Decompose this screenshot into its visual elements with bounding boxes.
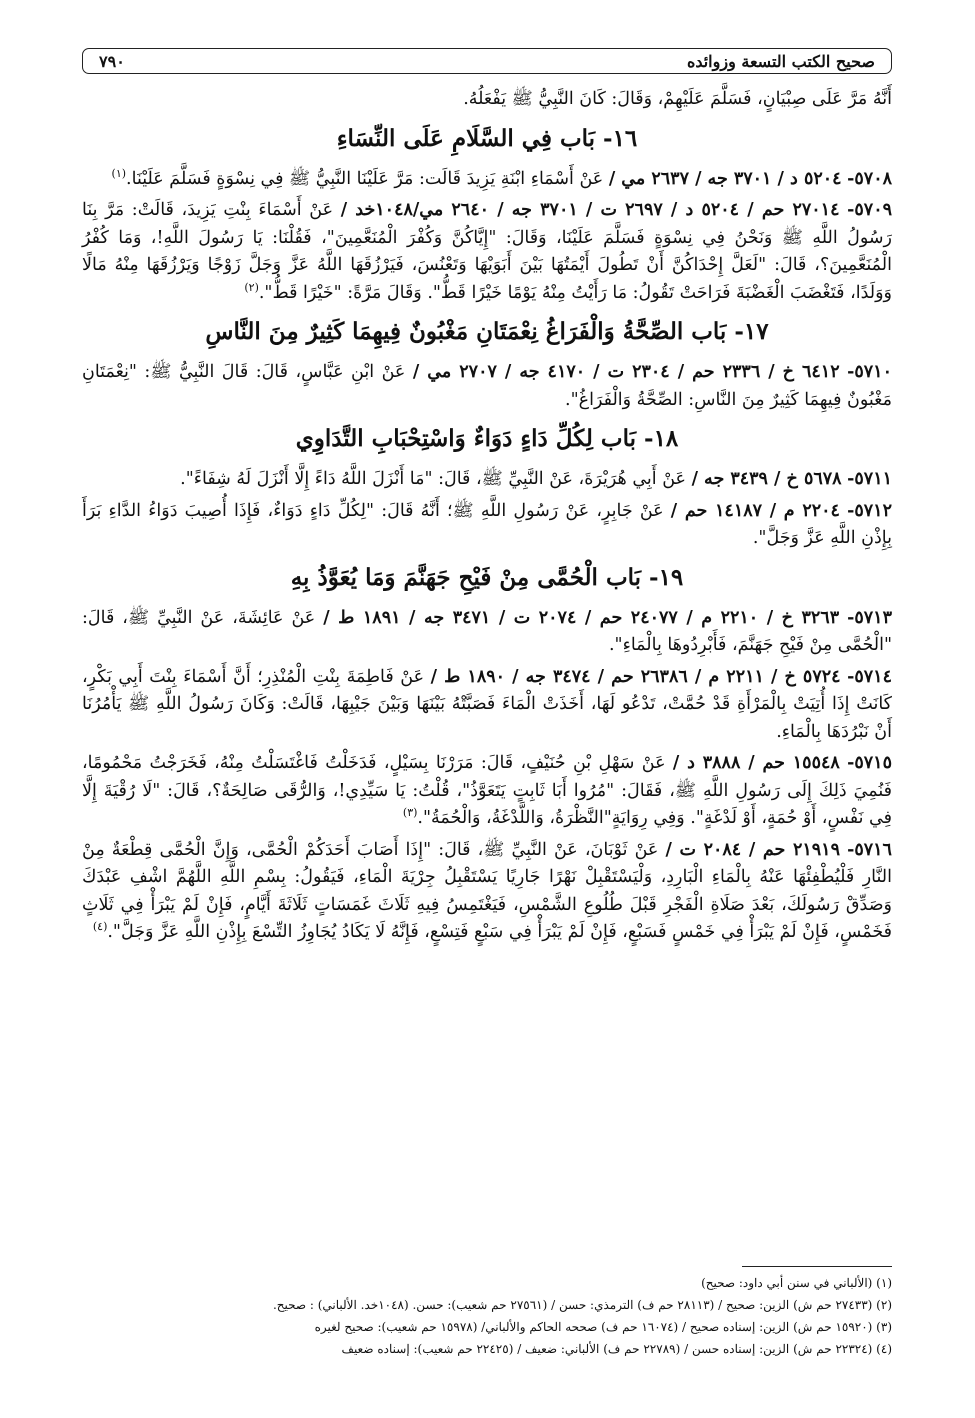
footnote-marker: (٤) <box>92 920 108 934</box>
hadith-number: ٥٧١٦- <box>847 839 892 860</box>
hadith-number: ٥٧١١- <box>847 469 892 489</box>
hadith-entry <box>82 466 892 494</box>
hadith-entry <box>82 197 892 307</box>
hadith-text: عَنْ جَابِرٍ، عَنْ رَسُولِ اللَّهِ ﷺ؛ أَنَّهُ قَالَ: "لِكُلِّ دَاءٍ دَوَاءٌ، فَإِذَا أُصِيبَ دَوَاءُ الدَّاءِ بَرَأَ بِإِذْنِ اللَّهِ عَزَّ وَجَلَّ". <box>82 500 892 548</box>
hadith-references: ٢١٩١٩ حم / ٢٠٨٤ ت / <box>665 839 840 860</box>
footnote-item: (٢) (٢٧٤٣٣ حم ش) الزين: صحيح / (٢٨١١٣ حم ف) الترمذي: حسن / (٢٧٥٦١ حم شعيب): حسن. (١٠٤٨خد. الألباني) : صحيح. <box>272 1298 892 1312</box>
hadith-references: ٢٧٠١٤ حم / ٥٢٠٤ د / ٢٦٩٧ ت / ٣٧٠١ جه / ٢٦٤٠ مي/١٠٤٨خد / <box>340 200 840 220</box>
footnote-item: (٣) (١٥٩٢٠ حم ش) الزين: إسناده صحيح / (١٦٠٧٤ حم ف) صححه الحاكم والألباني/ (١٥٩٧٨ حم شعيب): صحيح لغيره <box>314 1320 892 1334</box>
hadith-number: ٥٧٠٩- <box>847 200 892 220</box>
hadith-entry <box>82 498 892 553</box>
hadith-text: عَنْ عَائِشَةَ، عَنْ النَّبِيِّ ﷺ، قَالَ: "الْحُمَّى مِنْ فَيْحِ جَهَنَّمَ، فَأَبْرِدُوهَا بِالْمَاءِ". <box>82 607 892 655</box>
hadith-number: ٥٧١٠- <box>847 362 892 382</box>
hadith-text: عَنْ سَهْلِ بْنِ حُنَيْفٍ، قَالَ: مَرَرْنَا بِسَيْلٍ، فَدَخَلْتُ فَاغْتَسَلْتُ مِنْهُ، فَخَرَجْتُ مَحْمُومًا، فَنُمِيَ ذَلِكَ إِلَى رَسُولِ اللَّهِ ﷺ، فَقَالَ: "مُرُوا أَبَا ثَابِتٍ يَتَعَوَّذُ"، قُلْتُ: يَا سَيِّدِي!، وَالرُّقَى صَالِحَةٌ؟، قَالَ: "لَا رُقْيَةَ إِلَّا فِي نَفْسٍ، أَوْ حُمَةٍ، أَوْ لَدْغَةٍ". وَفِي رِوَايَةٍ"النَّظْرَةُ، وَاللَّدْغَةُ، وَالْحُمَةُ". <box>82 753 892 828</box>
chapter-title: ١٧- بَاب الصِّحَّةُ وَالْفَرَاغُ نِعْمَتَانِ مَغْبُونٌ فِيهِمَا كَثِيرٌ مِنَ النَّاسِ <box>205 318 769 345</box>
hadith-text: عَنْ أَبِي هُرَيْرَةَ، عَنْ النَّبِيِّ ﷺ، قَالَ: "مَا أَنْزَلَ اللَّهُ دَاءً إِلَّا أَنْزَلَ لَهُ شِفَاءً". <box>180 469 686 489</box>
chapter-title: ١٦- بَاب فِي السَّلَامِ عَلَى النِّسَاءِ <box>336 124 638 152</box>
hadith-text: عَنْ أَسْمَاءِ ابْنَةِ يَزِيدَ قَالَت: مَرَّ عَلَيْنَا النَّبِيُّ ﷺ فِي نِسْوَةٍ فَسَلَّمَ عَلَيْنَا. <box>126 168 604 189</box>
hadith-text: عَنْ أَسْمَاءَ بِنْتِ يَزِيدَ، قَالَتْ: مَرَّ بِنَا رَسُولُ اللَّهِ ﷺ وَنَحْنُ فِي نِسْوَةٍ فَسَلَّمَ عَلَيْنَا، وَقَالَ: "إِيَّاكُنَّ وَكُفْرَ الْمُنَعَّمِينَ"، فَقُلْنَا: يَا رَسُولَ اللَّهِ!، وَمَا كُفْرُ الْمُنَعَّمِينَ؟، قَالَ: "لَعَلَّ إِحْدَاكُنَّ أَنْ تَطُولَ أَيْمَتُهَا بَيْنَ أَبَوَيْهَا وَتَعْنُسَ، فَيَرْزُقَهَا اللَّهُ عَزَّ وَجَلَّ زَوْجًا وَيَرْزُقَهَا مِنْهُ مَالًا وَوَلَدًا، فَتَغْضَبَ الْغَضْبَةَ فَرَاحَتْ تَقُولُ: مَا رَأَيْتُ مِنْهُ يَوْمًا خَيْرًا قَطُّ". وَقَالَ مَرَّةً: "خَيْرًا قَطُّ". <box>82 200 892 303</box>
book-title: صحيح الكتب التسعة وزوائده <box>686 51 875 71</box>
main-content <box>82 86 892 951</box>
hadith-entry <box>82 359 892 414</box>
chapter-title: ١٨- بَاب لِكُلِّ دَاءٍ دَوَاءٌ وَاسْتِحْبَابِ التَّدَاوِي <box>295 425 679 452</box>
hadith-number: ٥٧١٣- <box>847 607 892 628</box>
hadith-entry <box>82 837 892 947</box>
hadith-text: عَنْ ابْنِ عَبَّاسٍ، قَالَ: قَالَ النَّبِيُّ ﷺ: "نِعْمَتَانِ مَغْبُونٌ فِيهِمَا كَثِيرٌ مِنَ النَّاسِ: الصِّحَّةُ وَالْفَرَاغُ". <box>82 362 892 410</box>
hadith-entry <box>82 750 892 833</box>
footnotes <box>82 1272 892 1360</box>
hadith-number: ٥٧١٢- <box>847 500 892 521</box>
hadith-entry <box>82 664 892 747</box>
footnote-divider <box>742 1266 892 1267</box>
hadith-text: عَنْ ثَوْبَانَ، عَنْ النَّبِيِّ ﷺ، قَالَ: "إِذَا أَصَابَ أَحَدَكُمْ الْحُمَّى، وَإِنَّ الْحُمَّى قِطْعَةٌ مِنْ النَّارِ فَلْيُطْفِئْهَا عَنْهُ بِالْمَاءِ الْبَارِدِ، وَلْيَسْتَقْبِلْ نَهْرًا جَارِيًا يَسْتَقْبِلُ جِرْيَةَ الْمَاءِ، فَيَقُولُ: بِسْمِ اللَّهِ اللَّهُمَّ اشْفِ عَبْدَكَ وَصَدِّقْ رَسُولَكَ، بَعْدَ صَلَاةِ الْفَجْرِ قَبْلَ طُلُوعِ الشَّمْسِ، فَيَغْتَمِسُ فِيهِ ثَلَاثَ غَمَسَاتٍ ثَلَاثَةَ أَيَّامٍ، فَإِنْ لَمْ يَبْرَأْ فِي ثَلَاثٍ فَخَمْسٍ، فَإِنْ لَمْ يَبْرَأْ فِي خَمْسٍ فَسَبْعٍ، فَإِنْ لَمْ يَبْرَأْ فِي سَبْعٍ فَتِسْعٍ، فَإِنَّهُ لَا يَكَادُ يُجَاوِزُ التِّسْعَ بِإِذْنِ اللَّهِ عَزَّ وَجَلَّ". <box>82 839 892 942</box>
hadith-references: ٦٤١٢ خ / ٢٣٣٦ حم / ٢٣٠٤ ت / ٤١٧٠ جه / ٢٧٠٧ مي / <box>412 362 840 382</box>
hadith-entry <box>82 166 892 194</box>
hadith-references: ٥٧٢٤ خ / ٢٢١١ م / ٢٦٣٨٦ حم / ٣٤٧٤ جه / ١٨٩٠ ط / <box>430 666 841 687</box>
hadith-number: ٥٧١٤- <box>847 666 892 687</box>
page-header <box>82 48 892 74</box>
hadith-references: ٥٢٠٤ د / ٣٧٠١ جه / ٢٦٣٧ مي / <box>608 168 842 189</box>
hadith-references: ٥٦٧٨ خ / ٣٤٣٩ جه / <box>691 469 842 489</box>
hadith-text: عَنْ فَاطِمَةَ بِنْتِ الْمُنْذِرِ؛ أَنَّ أَسْمَاءَ بِنْتَ أَبِي بَكْرٍ، كَانَتْ إِذَا أُتِيَتْ بِالْمَرْأَةِ قَدْ حُمَّتْ، تَدْعُو لَهَا، أَخَذَتْ الْمَاءَ فَصَبَّتْهُ بَيْنَهَا وَبَيْنَ جَيْبِهَا، قَالَتْ: وَكَانَ رَسُولُ اللَّهِ ﷺ يَأْمُرُنَا أَنْ نَبْرُدَهَا بِالْمَاءِ. <box>82 666 892 742</box>
footnote-item: (٤) (٢٢٣٢٤ حم ش) الزين: إسناده حسن / (٢٢٧٨٩ حم ف) الألباني: ضعيف / (٢٢٤٢٥ حم شعيب): إسناده ضعيف <box>341 1342 892 1356</box>
continuation-text: أَنَّهُ مَرَّ عَلَى صِبْيَانٍ، فَسَلَّمَ عَلَيْهِمْ، وَقَالَ: كَانَ النَّبِيُّ ﷺ يَفْعَلُهُ. <box>463 89 892 109</box>
hadith-references: ٣٢٦٣ خ / ٢٢١٠ م / ٢٤٠٧٧ حم / ٢٠٧٤ ت / ٣٤٧١ جه / ١٨٩١ ط / <box>323 607 840 628</box>
footnote-marker: (٣) <box>402 806 418 820</box>
hadith-number: ٥٧٠٨- <box>847 168 892 189</box>
footnote-item: (١) (الألباني في سنن أبي داود: صحيح) <box>701 1276 892 1290</box>
hadith-number: ٥٧١٥- <box>847 753 892 773</box>
footnote-marker: (٢) <box>244 280 259 294</box>
chapter-title: ١٩- بَاب الْحُمَّى مِنْ فَيْحِ جَهَنَّمَ وَمَا يُعَوَّذُ بِهِ <box>290 563 684 591</box>
hadith-entry <box>82 605 892 660</box>
hadith-references: ١٥٥٤٨ حم / ٣٨٨٨ د / <box>672 753 840 773</box>
footnote-marker: (١) <box>111 166 127 180</box>
hadith-references: ٢٢٠٤ م / ١٤١٨٧ حم / <box>670 500 840 521</box>
page-number: ٧٩٠ <box>99 51 125 71</box>
